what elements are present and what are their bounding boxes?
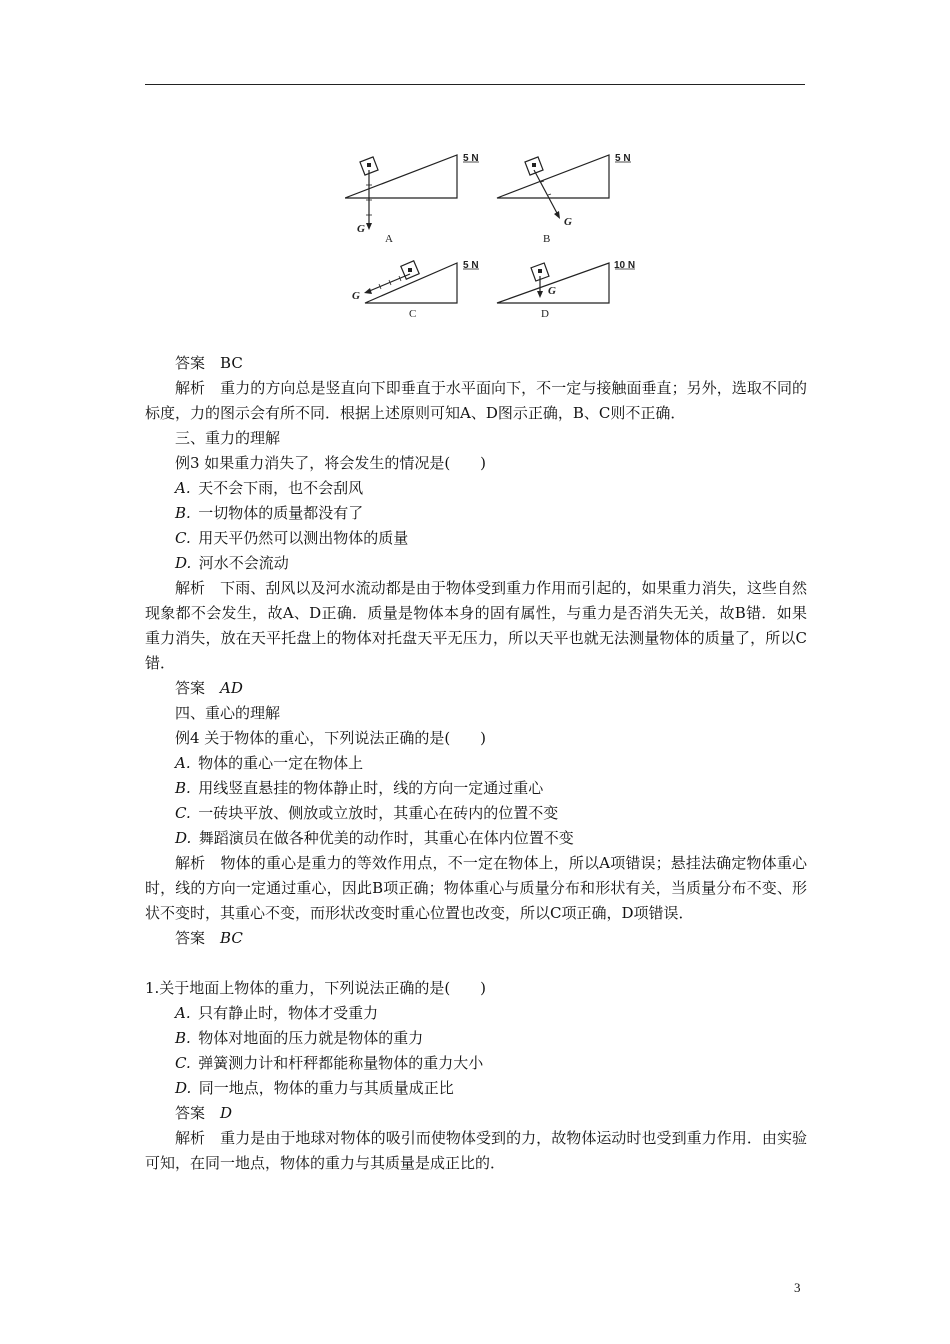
- option-letter: C.: [175, 1054, 191, 1072]
- analysis-label: 解析: [175, 579, 206, 597]
- option-text: 一切物体的质量都没有了: [198, 504, 364, 522]
- analysis-label: 解析: [175, 379, 206, 397]
- option-text: 只有静止时，物体才受重力: [198, 1004, 379, 1022]
- q1-analysis: [145, 1126, 807, 1176]
- ex2-analysis: [145, 376, 807, 426]
- option-text: 舞蹈演员在做各种优美的动作时，其重心在体内位置不变: [198, 829, 574, 847]
- spacer: [145, 951, 807, 976]
- answer-value: BC: [220, 354, 243, 372]
- option-text: 一砖块平放、侧放或立放时，其重心在砖内的位置不变: [198, 804, 559, 822]
- option-b: [145, 776, 807, 801]
- panel-d-label: D: [541, 308, 549, 320]
- panel-b-label: B: [543, 233, 551, 245]
- option-d: [145, 551, 807, 576]
- page-number: 3: [794, 1280, 801, 1295]
- option-letter: B.: [175, 504, 191, 522]
- q1-answer: [145, 1101, 807, 1126]
- analysis-text: 物体的重心是重力的等效作用点，不一定在物体上，所以A项错误；悬挂法确定物体重心时，线的方向一定通过重心，因此B项正确；物体重心与质量分布和形状有关，当质量分布不变、形状不变时，其重心不变，而形状改变时重心位置也改变，所以C项正确，D项错误．: [145, 854, 807, 922]
- panel-c-force-label: G: [352, 290, 360, 302]
- ex2-answer: [145, 351, 807, 376]
- answer-value: BC: [220, 929, 243, 947]
- panel-d: [497, 260, 635, 320]
- panel-b-scale: 5 N: [615, 153, 631, 164]
- option-letter: D.: [175, 829, 192, 847]
- answer-label: 答案: [175, 929, 206, 947]
- document-body: [145, 351, 807, 1176]
- analysis-text: 重力的方向总是竖直向下即垂直于水平面向下，不一定与接触面垂直；另外，选取不同的标度，力的图示会有所不同．根据上述原则可知A、D图示正确，B、C则不正确．: [145, 379, 807, 422]
- section-heading: 三、重力的理解: [175, 429, 281, 447]
- option-letter: B.: [175, 1029, 191, 1047]
- option-text: 同一地点，物体的重力与其质量成正比: [198, 1079, 454, 1097]
- analysis-text: 重力是由于地球对物体的吸引而使物体受到的力，故物体运动时也受到重力作用．由实验可知，在同一地点，物体的重力与其质量是成正比的．: [145, 1129, 807, 1172]
- force-diagrams-svg: [345, 145, 635, 335]
- option-text: 用天平仍然可以测出物体的质量: [198, 529, 409, 547]
- option-text: 弹簧测力计和杆秤都能称量物体的重力大小: [198, 1054, 484, 1072]
- option-c: [145, 1051, 807, 1076]
- option-letter: D.: [175, 554, 192, 572]
- option-text: 物体对地面的压力就是物体的重力: [198, 1029, 424, 1047]
- option-a: [145, 751, 807, 776]
- answer-label: 答案: [175, 679, 206, 697]
- answer-label: 答案: [175, 354, 206, 372]
- option-c: [145, 526, 807, 551]
- ex4-answer: [145, 926, 807, 951]
- answer-value: AD: [220, 679, 243, 697]
- section-heading: 四、重心的理解: [175, 704, 281, 722]
- header-rule: [145, 84, 805, 85]
- option-c: [145, 801, 807, 826]
- force-diagram-figure: [345, 145, 635, 335]
- panel-a-force-label: G: [357, 223, 365, 235]
- option-text: 用线竖直悬挂的物体静止时，线的方向一定通过重心: [198, 779, 544, 797]
- panel-b-force-label: G: [564, 216, 572, 228]
- option-d: [145, 826, 807, 851]
- panel-d-force-label: G: [548, 285, 556, 297]
- option-letter: A.: [175, 1004, 191, 1022]
- question-text: 例4 关于物体的重心，下列说法正确的是( ): [175, 729, 487, 747]
- answer-label: 答案: [175, 1104, 206, 1122]
- panel-a-scale: 5 N: [463, 153, 479, 164]
- question-text: 1.关于地面上物体的重力，下列说法正确的是( ): [145, 979, 487, 997]
- option-letter: A.: [175, 754, 191, 772]
- panel-d-scale: 10 N: [614, 260, 635, 271]
- panel-c-scale: 5 N: [463, 260, 479, 271]
- panel-c-label: C: [409, 308, 417, 320]
- analysis-text: 下雨、刮风以及河水流动都是由于物体受到重力作用而引起的，如果重力消失，这些自然现象都不会发生，故A、D正确．质量是物体本身的固有属性，与重力是否消失无关，故B错．如果重力消失，放在天平托盘上的物体对托盘天平无压力，所以天平也就无法测量物体的质量了，所以C错．: [145, 579, 807, 672]
- answer-value: D: [220, 1104, 233, 1122]
- panel-c: [352, 260, 479, 320]
- option-letter: A.: [175, 479, 191, 497]
- panel-a-label: A: [385, 233, 393, 245]
- option-b: [145, 1026, 807, 1051]
- option-text: 河水不会流动: [198, 554, 289, 572]
- panel-b: [497, 153, 631, 245]
- option-letter: D.: [175, 1079, 192, 1097]
- option-letter: C.: [175, 529, 191, 547]
- option-d: [145, 1076, 807, 1101]
- analysis-label: 解析: [175, 1129, 206, 1147]
- option-a: [145, 1001, 807, 1026]
- option-text: 天不会下雨，也不会刮风: [198, 479, 364, 497]
- option-b: [145, 501, 807, 526]
- option-letter: C.: [175, 804, 191, 822]
- question-text: 例3 如果重力消失了，将会发生的情况是( ): [175, 454, 487, 472]
- ex4-analysis: [145, 851, 807, 926]
- option-a: [145, 476, 807, 501]
- ex3-answer: [145, 676, 807, 701]
- analysis-label: 解析: [175, 854, 206, 872]
- ex3-analysis: [145, 576, 807, 676]
- panel-a: [345, 153, 479, 245]
- option-letter: B.: [175, 779, 191, 797]
- option-text: 物体的重心一定在物体上: [198, 754, 364, 772]
